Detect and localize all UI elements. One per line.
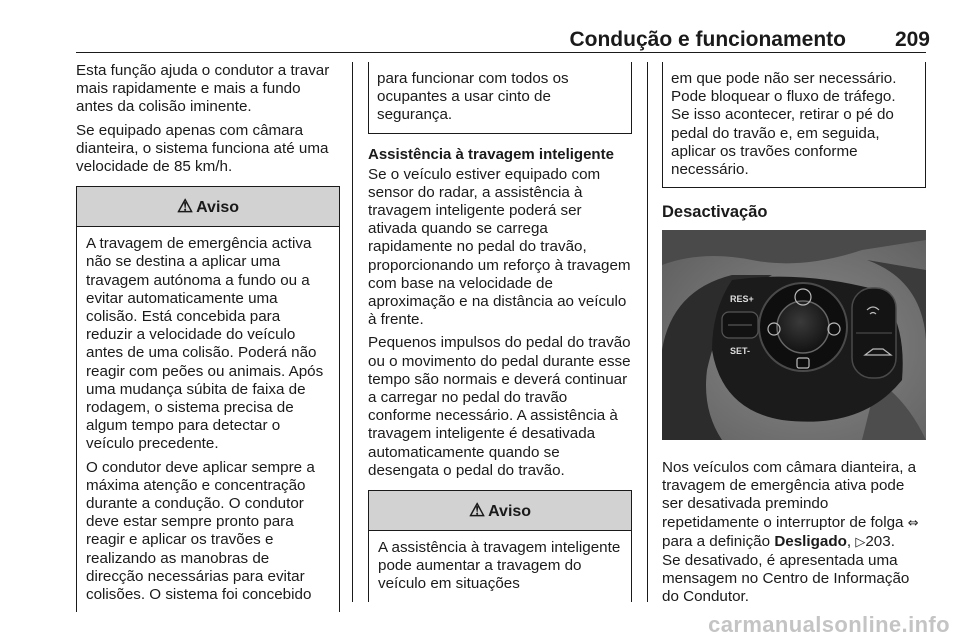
page-reference[interactable]: 203	[865, 532, 891, 550]
page-number: 209	[894, 28, 930, 51]
paragraph: Nos veículos com câmara dianteira, a travagem de emergência ativa pode ser desativada premindo repetidamente o interruptor de folga ⇔ para a definição Desligado, ▷203.	[662, 459, 919, 550]
watermark: carmanualsonline.info	[708, 612, 950, 637]
paragraph: Esta função ajuda o condutor a travar mais rapidamente e mais a fundo antes da colisão iminente.	[76, 62, 330, 116]
set-label: SET-	[730, 346, 751, 356]
warning-box	[368, 490, 632, 602]
page-reference-arrow-icon: ▷	[855, 534, 866, 550]
warning-paragraph: para funcionar com todos os ocupantes a usar cinto de segurança.	[377, 70, 569, 124]
column-divider	[352, 62, 353, 602]
warning-paragraph: A assistência à travagem inteligente pode aumentar a travagem do veículo em situações	[378, 539, 621, 593]
warning-box-continued	[662, 62, 926, 188]
warning-box-header	[369, 491, 631, 531]
paragraph: Pequenos impulsos do pedal do travão ou o movimento do pedal durante esse tempo são normais e deverá continuar a carregar no pedal do travão conforme necessário. A assistência à travagem inteligente é desativada automaticamente quando se desengata o pedal do travão.	[368, 334, 631, 479]
column-2	[368, 62, 632, 602]
header-rule	[76, 52, 926, 53]
section-heading: Desactivação	[662, 203, 768, 222]
warning-box-body	[369, 531, 631, 602]
warning-paragraph: em que pode não ser necessário. Pode bloquear o fluxo de tráfego. Se isso acontecer, retirar o pé do pedal do travão e, em seguida, aplicar os travões conforme necessário.	[671, 70, 897, 179]
warning-box	[76, 186, 340, 612]
steering-wheel-controls-photo	[662, 230, 926, 440]
warning-triangle-icon: ⚠	[176, 196, 194, 217]
warning-title: Aviso	[196, 199, 240, 217]
warning-triangle-icon: ⚠	[468, 500, 486, 521]
page-title: Condução e funcionamento	[569, 28, 846, 51]
column-3-lower	[662, 459, 926, 607]
column-1	[76, 62, 340, 612]
warning-title: Aviso	[488, 503, 532, 521]
subheading: Assistência à travagem inteligente	[368, 145, 614, 163]
column-3	[662, 62, 926, 222]
warning-paragraph: A travagem de emergência activa não se destina a aplicar uma travagem autónoma a fundo ou a evitar automaticamente uma colisão. Está concebida para reduzir a velocidade do veículo antes de uma colisão. Poderá não reagir com peões ou animais. Após uma mudança súbita de faixa de rodagem, o sistema precisa de algum tempo para detectar o veículo precedente.	[86, 235, 324, 453]
warning-box-header	[77, 187, 339, 227]
warning-box-continued	[368, 62, 632, 134]
column-divider	[647, 62, 648, 602]
warning-paragraph: O condutor deve aplicar sempre a máxima atenção e concentração durante a condução. O condutor deve estar sempre pronto para reagir e aplicar os travões e realizando as manobras de direcção necessárias para evitar colisões. O sistema foi concebido	[86, 458, 315, 604]
res-label: RES+	[730, 294, 754, 304]
paragraph: Se desativado, é apresentada uma mensagem no Centro de Informação do Condutor.	[662, 552, 910, 606]
following-gap-icon: ⇔	[907, 515, 919, 531]
setting-name: Desligado	[774, 532, 847, 550]
paragraph: Se o veículo estiver equipado com sensor do radar, a assistência à travagem inteligente poderá ser ativada quando se carrega rapidamente no pedal do travão, proporcionando um reforço à travagem com base na velocidade de aproximação e na distância ao veículo à frente.	[368, 165, 631, 329]
paragraph: Se equipado apenas com câmara dianteira, o sistema funciona até uma velocidade de 85 km/h.	[76, 121, 329, 176]
warning-box-body	[77, 227, 339, 612]
